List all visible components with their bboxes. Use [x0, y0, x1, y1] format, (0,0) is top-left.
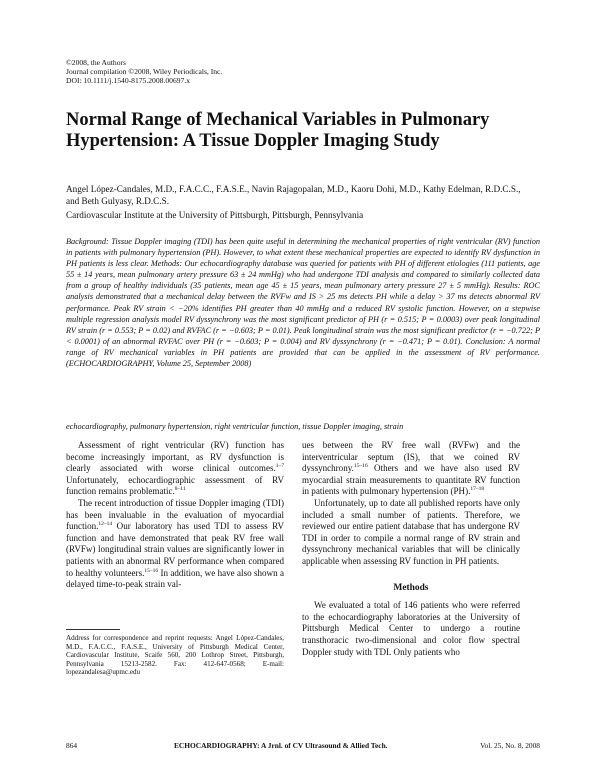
- citation-ref: 1–7: [275, 463, 284, 470]
- page-number: 864: [66, 741, 78, 750]
- citation-ref: 12–14: [98, 521, 113, 528]
- footnote-divider: [66, 629, 120, 630]
- text-span: Others and we have also used RV myocardial strain measurements to quantitate RV function in patients with pulmonary hypertension (PH).: [302, 463, 520, 497]
- author-list: Angel López-Candales, M.D., F.A.C.C., F.A.S.E., Navin Rajagopalan, M.D., Kaoru Dohi, M.D., Kathy Edelman, R.D.C.S., and Beth Gulyasy, R.D.C.S.: [66, 184, 521, 206]
- citation-ref: 17–18: [470, 486, 485, 493]
- text-span: ues between the RV free wall (RVFw) and the interventricular septum (IS), that we coined RV dyssynchrony.: [302, 440, 520, 474]
- publication-meta: [66, 58, 222, 85]
- text-span: In addition, we have also shown a delayed time-to-peak strain val-: [66, 567, 284, 590]
- copyright-line: ©2008, the Authors: [66, 58, 126, 67]
- volume-info: Vol. 25, No. 8, 2008: [480, 741, 540, 750]
- paragraph: [302, 440, 520, 498]
- citation-ref: 15–16: [144, 567, 159, 574]
- article-title: Normal Range of Mechanical Variables in Pulmonary Hypertension: A Tissue Doppler Imaging Study: [66, 110, 490, 151]
- journal-name: ECHOCARDIOGRAPHY: A Jrnl. of CV Ultrasound & Allied Tech.: [174, 741, 388, 750]
- paragraph: Unfortunately, up to date all published reports have only included a small number of patients. Therefore, we reviewed our entire patient database that has undergone RV TDI in order to compile a normal range of RV strain and dyssynchrony mechanical variables that will be clinically applicable when assessing RV function in PH patients.: [302, 497, 520, 566]
- paragraph: [66, 498, 284, 591]
- doi-line: DOI: 10.1111/j.1540-8175.2008.00697.x: [66, 76, 191, 85]
- paragraph: We evaluated a total of 146 patients who were referred to the echocardiography laboratories at the University of Pittsburgh Medical Center to undergo a routine transthoracic two-dimensional and color flow spectral Doppler study with TDI. Only patients who: [302, 600, 520, 657]
- compilation-line: Journal compilation ©2008, Wiley Periodicals, Inc.: [66, 67, 223, 76]
- text-span: Unfortunately, echocardiographic assessment of RV function remains problematic.: [66, 474, 284, 497]
- text-span: Our laboratory has used TDI to assess RV function and have demonstrated that peak RV free wall (RVFw) longitudinal strain values are significantly lower in patients with an abnormal RV performance when compared to healthy volunteers.: [66, 521, 284, 578]
- text-span: The recent introduction of tissue Doppler imaging (TDI) has been invaluable in the evaluation of myocardial function.: [66, 497, 284, 532]
- abstract: Background: Tissue Doppler imaging (TDI) has been quite useful in determining the mechanical properties of right ventricular (RV) function in patients with pulmonary hypertension (PH). However, to what extent these mechanical properties are expected to identify RV dysfunction in PH patients is less clear. Methods: Our echocardiography database was queried for patients with PH of different etiologies (111 patients, age 55 ± 14 years, mean pulmonary artery pressure 63 ± 24 mmHg) who had undergone TDI analysis and compared to similarly collected data from a group of healthy individuals (35 patients, mean age 45 ± 15 years, mean pulmonary artery pressure 27 ± 5 mmHg). Results: ROC analysis demonstrated that a mechanical delay between the RVFw and IS > 25 ms detects PH while a delay > 37 ms detects abnormal RV performance. Peak RV strain < −20% identifies PH greater than 40 mmHg and a reduced RV systolic function. However, on a stepwise multiple regression analysis model RV dyssynchrony was the most significant predictor of PH (r = 0.515; P = 0.0003) over peak longitudinal RV strain (r = 0.553; P = 0.02) and RVFAC (r = −0.603; P = 0.01). Peak longitudinal strain was the most significant predictor (r = −0.722; P < 0.0001) of an abnormal RVFAC over PH (r = −0.603; P = 0.004) and RV dyssynchrony (r = −0.471; P = 0.01). Conclusion: A normal range of RV mechanical variables in PH patients are provided that can be applied in the assessment of RV performance. (ECHOCARDIOGRAPHY, Volume 25, September 2008): [66, 237, 540, 369]
- paragraph: [66, 440, 284, 498]
- citation-ref: 8–11: [174, 486, 186, 493]
- keywords: echocardiography, pulmonary hypertension, right ventricular function, tissue Doppler imaging, strain: [66, 422, 404, 431]
- body-column-right: [302, 440, 520, 658]
- affiliation: Cardiovascular Institute at the University of Pittsburgh, Pittsburgh, Pennsylvania: [66, 210, 364, 220]
- citation-ref: 15–16: [353, 463, 368, 470]
- section-heading-methods: Methods: [393, 582, 429, 593]
- text-span: Assessment of right ventricular (RV) function has become increasingly important, as RV dysfunction is clearly associated with worse clinical outcomes.: [66, 440, 284, 474]
- body-column-left: [66, 440, 284, 591]
- correspondence-footnote: Address for correspondence and reprint requests: Angel López-Candales, M.D., F.A.C.C., F.A.S.E., University of Pittsburgh Medical Center, Cardiovascular Institute, Scaife 560, 200 Lothrop Street, Pittsburgh, Pennsylvania 15213-2582. Fax: 412-647-0568; E-mail: lopezandalesa@upmc.edu: [66, 634, 284, 676]
